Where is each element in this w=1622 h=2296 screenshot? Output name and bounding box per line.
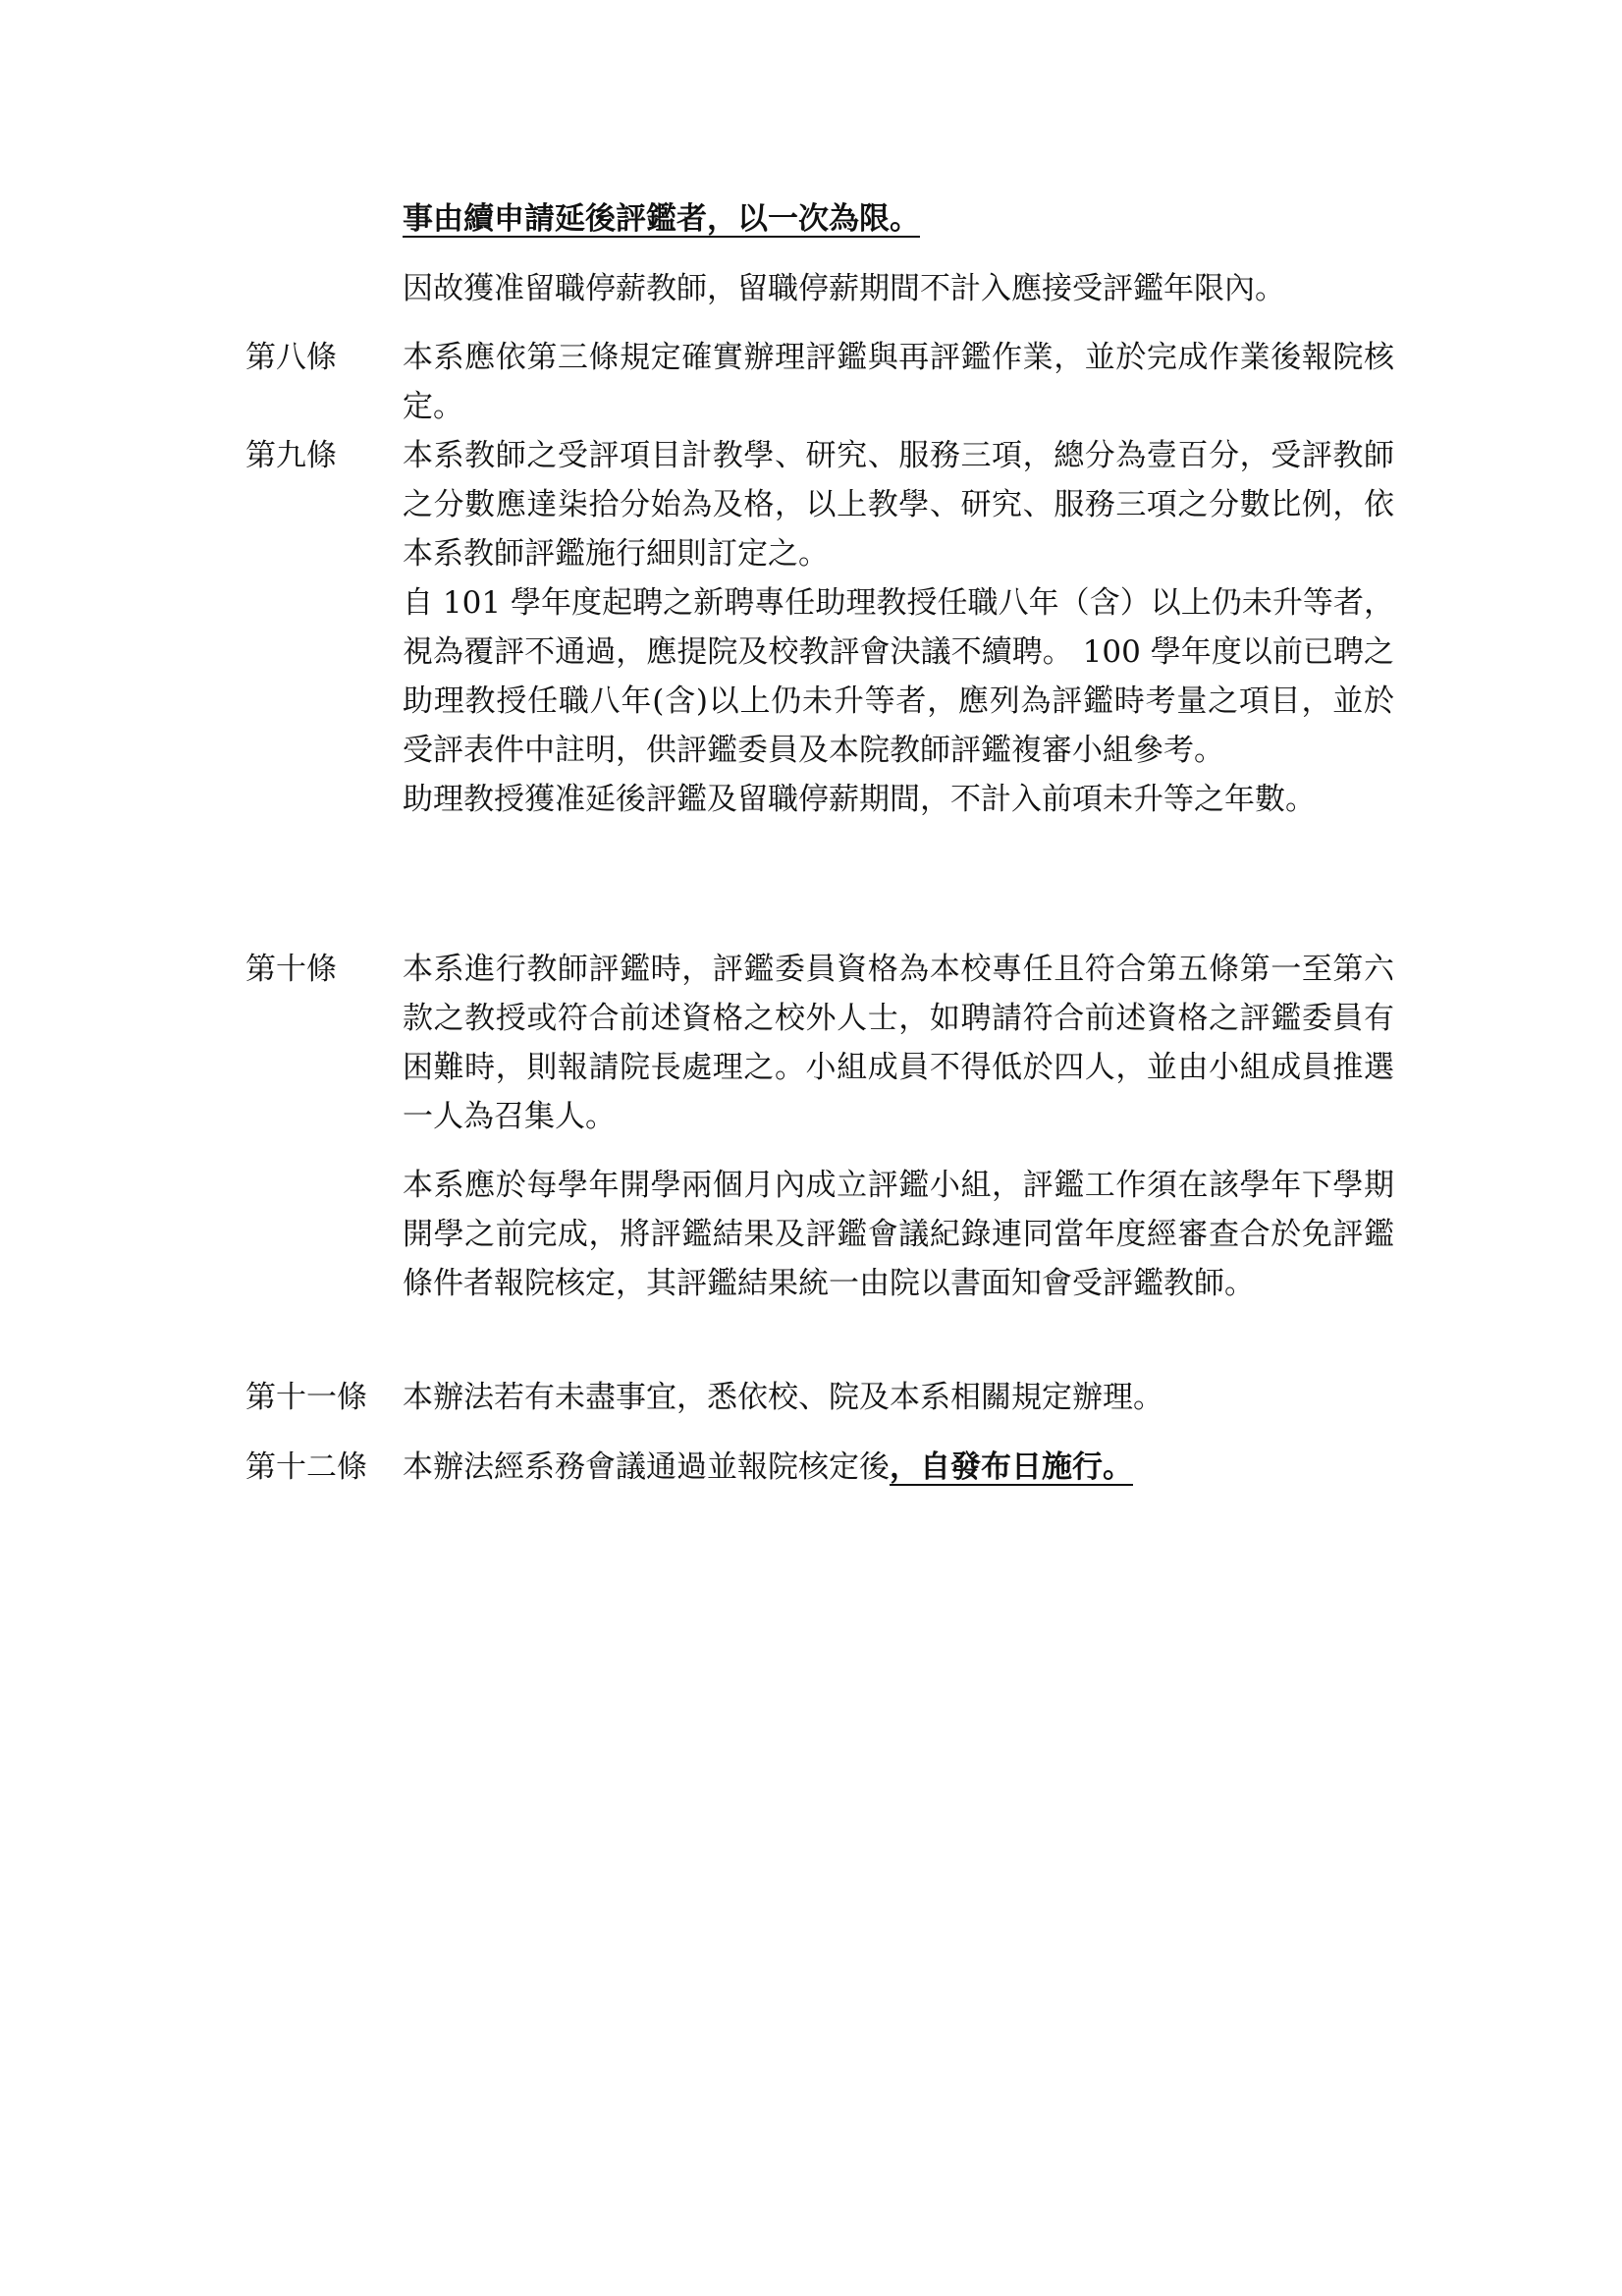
article-8-body [403,333,1394,431]
continuation-line-1: 事由續申請延後評鑑者，以一次為限。 [403,201,920,237]
continuation-block [403,194,1394,244]
article-9-paragraph-3: 助理教授獲准延後評鑑及留職停薪期間，不計入前項未升等之年數。 [403,782,1316,817]
article-12-emphasis-text: ，自發布日施行。 [890,1449,1133,1485]
article-12-label: 第十二條 [245,1449,367,1485]
article-10-paragraph-1: 本系進行教師評鑑時，評鑑委員資格為本校專任且符合第五條第一至第六款之教授或符合前述資格之校外人士，如聘請符合前述資格之評鑑委員有困難時，則報請院長處理之。小組成員不得低於四人，並由小組成員推選一人為召集人。 [403,952,1394,1134]
continuation-line-2: 因故獲准留職停薪教師，留職停薪期間不計入應接受評鑑年限內。 [403,271,1285,306]
article-10-body [403,945,1394,1308]
article-9-paragraph-2: 自 101 學年度起聘之新聘專任助理教授任職八年（含）以上仍未升等者，視為覆評不通過，應提院及校教評會決議不續聘。 100 學年度以前已聘之助理教授任職八年(含)以上仍未升等者，應列為評鑑時考量之項目，並於受評表件中註明，供評鑑委員及本院教師評鑑複審小組參考。 [403,585,1394,768]
article-12-paragraph-1 [403,1443,1394,1492]
article-11-paragraph-1: 本辦法若有未盡事宜，悉依校、院及本系相關規定辦理。 [403,1380,1163,1415]
article-11-body [403,1373,1394,1422]
article-9-paragraph-1: 本系教師之受評項目計教學、研究、服務三項，總分為壹百分，受評教師之分數應達柒拾分始為及格，以上教學、研究、服務三項之分數比例，依本系教師評鑑施行細則訂定之。 [403,438,1394,572]
article-12-body [403,1443,1394,1492]
article-10-paragraph-2: 本系應於每學年開學兩個月內成立評鑑小組，評鑑工作須在該學年下學期開學之前完成，將評鑑結果及評鑑會議紀錄連同當年度經審查合於免評鑑條件者報院核定，其評鑑結果統一由院以書面知會受評鑑教師。 [403,1168,1394,1301]
article-8-label: 第八條 [245,340,337,375]
article-9-label: 第九條 [245,438,337,473]
article-10-label: 第十條 [245,952,337,987]
article-12-plain-text: 本辦法經系務會議通過並報院核定後 [403,1449,890,1485]
article-9-body [403,431,1394,824]
article-8-paragraph-1: 本系應依第三條規定確實辦理評鑑與再評鑑作業，並於完成作業後報院核定。 [403,340,1394,424]
article-11-label: 第十一條 [245,1380,367,1415]
continuation-block-2 [403,264,1394,313]
